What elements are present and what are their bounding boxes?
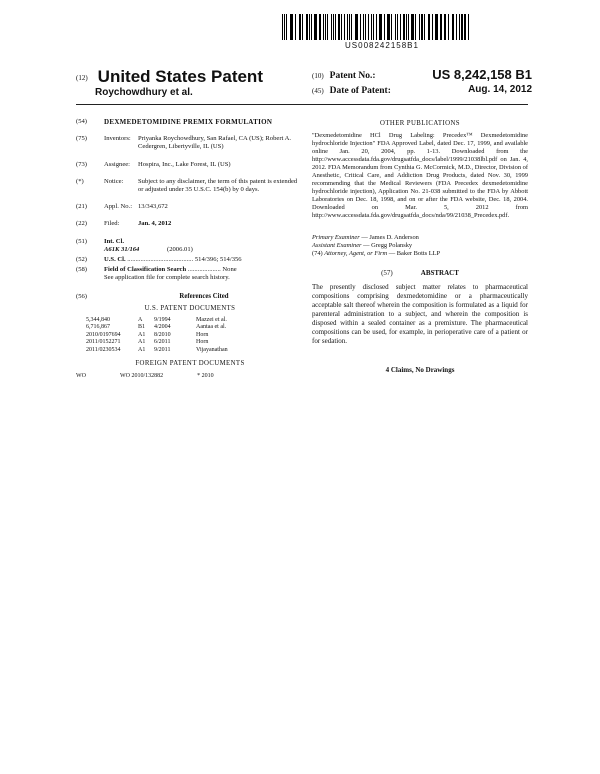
doc-name: Horn [196,331,209,338]
barcode-bar [376,14,377,40]
right-column [312,118,528,374]
barcode-bar [349,14,350,40]
barcode-bar [384,14,385,40]
us-patent-doc-row [76,317,304,324]
doc-kind: B1 [138,324,146,331]
examiner-block [312,234,528,259]
barcode-bar [456,14,457,40]
doc-name: Aantaa et al. [196,324,227,331]
search-value: None [222,266,237,274]
barcode-bar [440,14,442,40]
inventors-field [76,135,304,151]
field-code: (52) [76,256,87,264]
barcode-bar [400,14,401,40]
barcode-bar [397,14,398,40]
country-title: United States Patent [97,67,263,86]
barcode-bar [429,14,430,40]
field-label: Inventors: [104,135,131,143]
patent-date: Aug. 14, 2012 [468,84,532,95]
barcode-bar [325,14,326,40]
barcode-bar [464,14,465,40]
other-publications-heading: OTHER PUBLICATIONS [380,120,460,127]
field-code: (51) [76,237,87,245]
patent-number: US 8,242,158 B1 [432,67,532,82]
patent-header-right [312,68,532,98]
notice-field [76,178,304,194]
foreign-docs-list [76,372,304,380]
filed-field [76,220,304,228]
uscl-field [76,256,304,264]
barcode-bar [391,14,392,40]
references-heading: References Cited [179,292,229,300]
barcode-bar [415,14,416,40]
barcode-bar [309,14,310,40]
barcode-bar [333,14,334,40]
barcode-bar [360,14,361,40]
dot-leader: .................... [187,266,221,274]
abstract-heading-row [312,269,528,277]
doc-no: 2011/0230534 [86,346,121,353]
barcode-bar [413,14,414,40]
foreign-doc-no: WO 2010/132882 [120,373,164,380]
appl-number: 13/343,672 [138,203,168,211]
us-patent-docs-list [76,317,304,354]
dot-leader: ........................................ [127,256,194,264]
search-note: See application file for complete search history. [104,274,230,282]
us-patent-doc-row [76,332,304,339]
assignee-text: Hospira, Inc., Lake Forest, IL (US) [138,160,231,168]
barcode-number: US008242158B1 [345,41,419,50]
barcode-bar [406,14,407,40]
barcode-bar [286,14,287,40]
assistant-examiner: — Gregg Polansky [363,242,413,250]
barcode-bar [408,14,409,40]
barcode-bar [302,14,303,40]
doc-name: Mazzei et al. [196,317,227,324]
foreign-doc-row [76,372,304,380]
field-code: (58) [76,266,87,274]
barcode-bar [461,14,463,40]
primary-examiner-label: Primary Examiner [312,234,360,241]
intcl-year: (2006.01) [167,245,193,253]
patent-number-row [312,68,532,83]
doc-name: Horn [196,339,209,346]
barcode-bar [351,14,352,40]
barcode-bar [365,14,366,40]
foreign-doc-date: * 2010 [197,373,214,380]
references-field [76,293,304,301]
title-field [76,118,304,126]
doc-no: 2010/0197694 [86,331,121,338]
barcode-bar [421,14,423,40]
doc-kind: A1 [138,339,146,346]
barcode-bar [284,14,285,40]
intcl-class: A61K 31/164 [104,245,140,253]
inventor-short: Roychowdhury et al. [95,87,193,98]
barcode-bar [311,14,312,40]
field-code: (22) [76,220,87,228]
intcl-field [76,238,304,254]
attorney: — Baker Botts LLP [388,250,441,258]
barcode-bar [368,14,369,40]
patent-barcode [282,14,482,48]
us-patent-doc-row [76,347,304,354]
patent-header-left [76,67,263,98]
barcode-bar [445,14,446,40]
field-label: Field of Classification Search [104,266,187,274]
barcode-bar [356,14,358,40]
abstract-heading: ABSTRACT [420,268,459,277]
doc-date: 4/2004 [154,324,171,331]
doc-date: 6/2011 [154,339,171,346]
field-label: Notice: [104,177,124,185]
abstract-code: (57) [381,268,393,277]
notice-text: Subject to any disclaimer, the term of this patent is extended or adjusted under 35 U.S.C. 154(b) by 0 days. [138,177,298,194]
field-label: Appl. No.: [104,203,133,211]
barcode-bar [373,14,374,40]
us-patent-doc-row [76,339,304,346]
field-code: (56) [76,292,87,300]
barcode-bar [300,14,301,40]
doc-name: Vijayanathan [196,346,228,353]
other-publications-text: "Dexmedetomidine HCl Drug Labeling: Precedex™ Dexmedetomidine hydrochloride Injection" FDA Approved Label, dated Dec. 17, 1999, and available online Jan. 20, 2004, pp. 1-13. Downloaded from the http://www.accessdata.fda.gov/drugsatfda_docs/label/1999/21038lbl.pdf on Jan. 4, 2012. FDA Memorandum from Cynthia G. McCormick, M.D., Director, Division of Anesthetic, Critical Care, and Addiction Drug Products, dated Nov. 30, 1999 recommending that the Medical Reviewers (FDA Precedex dexmedetomidine hydrochloride injection), Application No. 21-038 submitted to the FDA by Abbott Laboratories on Dec. 18, 1998, and on or after the FDA website, Dec. 18, 2004. Downloaded on Mar. 5, 2012 from http://www.accessdata.fda.gov/drugsatfda_docs/nda/99/21038_Precedex.pdf. [312,132,528,219]
doc-no: 6,716,867 [86,324,110,331]
barcode-bar [424,14,425,40]
header-rule [76,104,528,105]
field-code: (73) [76,160,87,168]
barcode-bar [344,14,345,40]
field-label: Int. Cl. [104,237,124,245]
search-field [76,266,304,282]
attorney-label: Attorney, Agent, or Firm [324,250,388,258]
field-code: (54) [76,118,87,125]
barcode-bar [432,14,433,40]
patent-no-label: Patent No.: [329,71,376,81]
barcode-bar [295,14,296,40]
us-patent-doc-row [76,324,304,331]
attorney-code: (74) [312,250,323,258]
barcode-bar [319,14,321,40]
foreign-doc-country: WO [76,373,86,380]
doc-date: 9/2011 [154,346,171,353]
field-code: (*) [76,177,84,185]
filed-date: Jan. 4, 2012 [138,220,172,228]
doc-kind: A [138,317,143,324]
barcode-bars [282,14,482,40]
doc-no: 5,344,840 [86,317,110,324]
doc-kind: A1 [138,331,146,338]
barcode-bar [453,14,454,40]
foreign-docs-heading: FOREIGN PATENT DOCUMENTS [135,360,245,368]
assistant-examiner-label: Assistant Examiner [312,242,362,250]
abstract-text: The presently disclosed subject matter relates to pharmaceutical compositions comprising dexmedetomidine or a pharmaceutically acceptable salt thereof wherein the composition is formulated as a liquid for parenteral administration to a subject, and wherein the composition is disposed within a sealed container as a premixture. The pharmaceutical compositions can be used, for example, in perioperative care of a patient or for sedation. [312,282,528,345]
doc-date: 9/1994 [154,317,171,324]
date-code: (45) [312,86,324,95]
inventors-text: Priyanka Roychowdhury, San Rafael, CA (US); Robert A. Cedergren, Libertyville, IL (US) [138,135,292,151]
field-code: (75) [76,135,87,143]
invention-title: DEXMEDETOMIDINE PREMIX FORMULATION [104,118,273,126]
barcode-bar [292,14,293,40]
barcode-bar [327,14,328,40]
claims-line: 4 Claims, No Drawings [385,365,455,374]
field-label: Assignee: [104,160,131,168]
doc-no: 2011/0152271 [86,339,121,346]
barcode-bar [437,14,438,40]
barcode-bar [468,14,469,40]
primary-examiner: — James D. Anderson [361,234,419,241]
doc-date: 8/2010 [154,331,171,338]
country-code: (12) [76,74,88,83]
left-column [76,118,304,380]
barcode-bar [341,14,342,40]
barcode-bar [316,14,317,40]
barcode-bar [389,14,390,40]
appl-field [76,203,304,211]
barcode-bar [380,14,382,40]
field-code: (21) [76,203,87,211]
date-label: Date of Patent: [329,86,391,96]
field-label: U.S. Cl. [104,256,126,264]
patent-date-row [312,83,532,98]
uscl-value: 514/396; 514/356 [194,256,242,264]
doc-kind: A1 [138,346,146,353]
barcode-bar [335,14,336,40]
us-patent-docs-heading: U.S. PATENT DOCUMENTS [144,304,236,312]
assignee-field [76,161,304,169]
barcode-bar [448,14,449,40]
field-label: Filed: [104,220,120,228]
patent-no-code: (10) [312,71,324,80]
